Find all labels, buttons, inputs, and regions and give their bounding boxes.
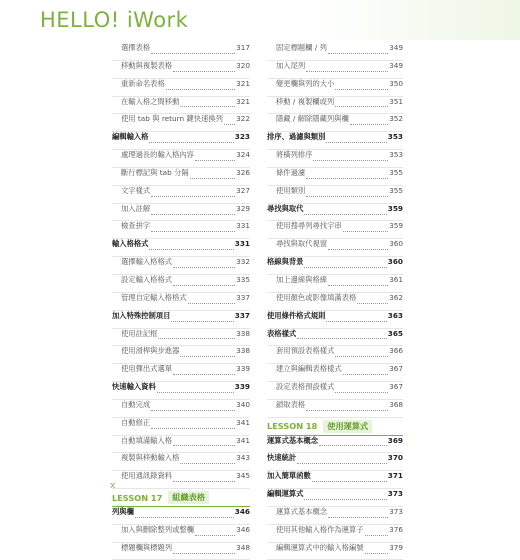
toc-subsection-entry[interactable] <box>267 168 403 186</box>
dot-leader <box>328 285 388 286</box>
toc-entry-title: 編輯運算式 <box>267 489 304 499</box>
toc-entry-title: 使用滑桿與步進器 <box>121 346 180 356</box>
toc-subsection-entry[interactable] <box>112 293 250 311</box>
toc-subsection-entry[interactable] <box>112 525 250 543</box>
dot-leader <box>195 160 235 161</box>
dot-leader <box>306 410 388 411</box>
toc-subsection-entry[interactable] <box>267 382 403 400</box>
toc-entry-title: 重新命名表格 <box>121 78 165 88</box>
toc-entry-page: 341 <box>236 435 250 445</box>
toc-entry-title: 格線與背景 <box>267 257 304 267</box>
toc-entry-title: 運算式基本概念 <box>267 435 319 445</box>
dot-leader <box>151 231 235 232</box>
toc-entry-title: 使用彈出式選單 <box>121 364 173 374</box>
toc-subsection-entry[interactable] <box>112 257 250 275</box>
toc-entry-title: 尋找與取代 <box>267 203 304 213</box>
lesson-title: 使用運算式 <box>323 420 372 433</box>
toc-subsection-entry[interactable] <box>112 61 250 79</box>
dot-leader <box>171 321 233 322</box>
toc-subsection-entry[interactable] <box>112 543 250 560</box>
dot-leader <box>328 517 388 518</box>
toc-subsection-entry[interactable] <box>267 43 403 61</box>
toc-entry-title: 移動與複製表格 <box>121 60 173 70</box>
toc-entry-title: 使用類別 <box>276 185 306 195</box>
toc-entry-title: 檢查拼字 <box>121 221 151 231</box>
dot-leader <box>135 517 234 518</box>
dot-leader <box>304 214 386 215</box>
toc-section-entry[interactable] <box>267 257 403 275</box>
toc-entry-title: 隱藏 / 解除隱藏列與欄 <box>276 114 349 124</box>
toc-entry-page: 359 <box>387 203 403 213</box>
dot-leader <box>326 142 386 143</box>
toc-entry-title: 使用 tab 與 return 鍵快速換列 <box>121 114 223 124</box>
toc-entry-page: 360 <box>387 257 403 267</box>
dot-leader <box>151 428 235 429</box>
toc-entry-title: 使用註記框 <box>121 328 158 338</box>
toc-entry-title: 尋找與取代視窗 <box>276 239 328 249</box>
dot-leader <box>180 463 235 464</box>
toc-entry-title: 加入簡單函數 <box>267 471 311 481</box>
toc-entry-title: 設定輸入格格式 <box>121 274 173 284</box>
toc-entry-title: 輸入格格式 <box>112 239 149 249</box>
toc-entry-page: 335 <box>236 274 250 284</box>
toc-section-entry[interactable] <box>112 507 250 525</box>
toc-entry-page: 346 <box>234 506 250 516</box>
toc-subsection-entry[interactable] <box>112 79 250 97</box>
toc-entry-page: 350 <box>389 78 403 88</box>
toc-entry-page: 317 <box>236 43 250 52</box>
toc-section-entry[interactable] <box>112 382 250 400</box>
dot-leader <box>306 71 388 72</box>
toc-entry-title: 使用其他輸入格作為運算子 <box>276 524 364 534</box>
toc-entry-title: 運算式基本概念 <box>276 506 328 516</box>
toc-subsection-entry[interactable] <box>267 507 403 525</box>
dot-leader <box>304 267 386 268</box>
dot-leader <box>319 445 387 446</box>
book-title: HELLO! iWork <box>40 8 189 32</box>
toc-entry-page: 365 <box>387 328 403 338</box>
dot-leader <box>180 356 235 357</box>
dot-leader <box>224 124 235 125</box>
toc-subsection-entry[interactable] <box>112 329 250 347</box>
toc-entry-title: 選擇輸入格格式 <box>121 257 173 267</box>
toc-subsection-entry[interactable] <box>112 221 250 239</box>
dot-leader <box>151 214 235 215</box>
dot-leader <box>173 553 235 554</box>
toc-section-entry[interactable] <box>112 132 250 150</box>
lesson-heading <box>267 418 403 436</box>
toc-subsection-entry[interactable] <box>267 61 403 79</box>
dot-leader <box>151 53 235 54</box>
toc-section-entry[interactable] <box>267 471 403 489</box>
dot-leader <box>335 106 388 107</box>
dot-leader <box>335 356 388 357</box>
toc-entry-title: 加上邊線與格線 <box>276 274 328 284</box>
dot-leader <box>149 249 233 250</box>
toc-entry-title: 編輯輸入格 <box>112 132 149 142</box>
toc-entry-page: 329 <box>236 203 250 213</box>
toc-entry-title: 移動 / 複製欄或列 <box>276 96 335 106</box>
toc-entry-title: 加入尾列 <box>276 60 306 70</box>
toc-entry-title: 斷行標記與 tab 分隔 <box>121 167 189 177</box>
toc-entry-title: 表格樣式 <box>267 328 297 338</box>
toc-entry-title: 編輯運算式中的輸入格編號 <box>276 542 364 552</box>
toc-entry-title: 條件過濾 <box>276 167 306 177</box>
toc-entry-title: 套用預設表格樣式 <box>276 346 335 356</box>
dot-leader <box>328 53 388 54</box>
toc-entry-page: 367 <box>389 382 403 392</box>
toc-entry-title: 自動完成 <box>121 399 151 409</box>
toc-entry-page: 343 <box>236 453 250 463</box>
dot-leader <box>343 231 388 232</box>
toc-subsection-entry[interactable] <box>267 543 403 560</box>
toc-entry-title: 在輸入格之間移動 <box>121 96 180 106</box>
dot-leader <box>151 196 235 197</box>
dot-leader <box>365 553 389 554</box>
dot-leader <box>335 89 388 90</box>
toc-entry-title: 將橫列排序 <box>276 150 313 160</box>
dot-leader <box>173 71 235 72</box>
toc-subsection-entry[interactable] <box>112 97 250 115</box>
dot-leader <box>350 124 388 125</box>
toc-subsection-entry[interactable] <box>112 436 250 454</box>
toc-entry-page: 323 <box>234 132 250 142</box>
dot-leader <box>151 410 235 411</box>
toc-subsection-entry[interactable] <box>112 114 250 132</box>
toc-entry-page: 349 <box>389 60 403 70</box>
toc-entry-page: 368 <box>389 399 403 409</box>
toc-section-entry[interactable] <box>112 239 250 257</box>
toc-entry-title: 管理自定輸入格格式 <box>121 292 187 302</box>
toc-entry-page: 321 <box>236 78 250 88</box>
dot-leader <box>149 142 233 143</box>
dot-leader <box>326 321 386 322</box>
toc-subsection-entry[interactable] <box>267 221 403 239</box>
toc-entry-page: 338 <box>236 346 250 356</box>
toc-entry-title: 選擇表格 <box>121 43 151 52</box>
toc-subsection-entry[interactable] <box>112 346 250 364</box>
toc-entry-title: 列與欄 <box>112 506 134 516</box>
toc-entry-title: 使用搜尋列尋找字串 <box>276 221 342 231</box>
toc-entry-page: 362 <box>389 292 403 302</box>
toc-section-entry[interactable] <box>267 204 403 222</box>
dot-leader <box>180 106 235 107</box>
toc-section-entry[interactable] <box>267 489 403 507</box>
toc-section-entry[interactable] <box>267 311 403 329</box>
lesson-heading <box>112 489 250 507</box>
toc-entry-title: 自動填滿輸入格 <box>121 435 173 445</box>
toc-entry-page: 346 <box>236 524 250 534</box>
dot-leader <box>195 535 235 536</box>
toc-entry-page: 326 <box>236 167 250 177</box>
toc-subsection-entry[interactable] <box>112 150 250 168</box>
toc-section-entry[interactable] <box>267 436 403 454</box>
toc-subsection-entry[interactable] <box>112 364 250 382</box>
lesson-number: LESSON 18 <box>267 421 318 432</box>
toc-entry-page: 339 <box>234 382 250 392</box>
toc-entry-title: 固定標題欄 / 列 <box>276 43 327 52</box>
toc-entry-page: 322 <box>236 114 250 124</box>
toc-entry-page: 331 <box>236 221 250 231</box>
toc-entry-page: 320 <box>236 60 250 70</box>
toc-subsection-entry[interactable] <box>267 97 403 115</box>
toc-entry-title: 使用條件格式規則 <box>267 310 326 320</box>
toc-subsection-entry[interactable] <box>267 114 403 132</box>
toc-entry-page: 337 <box>234 310 250 320</box>
toc-subsection-entry[interactable] <box>267 239 403 257</box>
toc-entry-title: 變更欄與列的大小 <box>276 78 335 88</box>
toc-entry-title: 加入註解 <box>121 203 151 213</box>
toc-entry-page: 353 <box>389 150 403 160</box>
toc-subsection-entry[interactable] <box>267 150 403 168</box>
toc-entry-title: 鎖取表格 <box>276 399 306 409</box>
toc-entry-page: 371 <box>387 471 403 481</box>
page-number: x <box>110 481 116 491</box>
toc-subsection-entry[interactable] <box>112 453 250 471</box>
toc-entry-title: 使用通訊錄資料 <box>121 471 173 481</box>
toc-section-entry[interactable] <box>267 453 403 471</box>
toc-subsection-entry[interactable] <box>267 525 403 543</box>
dot-leader <box>365 535 389 536</box>
toc-entry-page: 327 <box>236 185 250 195</box>
toc-entry-title: 文字樣式 <box>121 185 151 195</box>
toc-subsection-entry[interactable] <box>112 275 250 293</box>
toc-subsection-entry[interactable] <box>112 400 250 418</box>
toc-entry-page: 355 <box>389 185 403 195</box>
toc-subsection-entry[interactable] <box>267 79 403 97</box>
toc-entry-page: 345 <box>236 471 250 481</box>
toc-subsection-entry[interactable] <box>267 364 403 382</box>
dot-leader <box>335 392 388 393</box>
toc-subsection-entry[interactable] <box>267 400 403 418</box>
toc-entry-page: 324 <box>236 150 250 160</box>
toc-entry-page: 340 <box>236 399 250 409</box>
toc-subsection-entry[interactable] <box>267 186 403 204</box>
toc-entry-page: 366 <box>389 346 403 356</box>
toc-subsection-entry[interactable] <box>112 204 250 222</box>
dot-leader <box>173 374 235 375</box>
toc-entry-page: 359 <box>389 221 403 231</box>
toc-entry-page: 339 <box>236 364 250 374</box>
toc-entry-page: 338 <box>236 328 250 338</box>
toc-subsection-entry[interactable] <box>267 346 403 364</box>
toc-entry-title: 加入特殊控制項目 <box>112 310 171 320</box>
toc-entry-title: 自動修正 <box>121 417 151 427</box>
dot-leader <box>357 303 388 304</box>
toc-entry-page: 321 <box>236 96 250 106</box>
toc-entry-page: 363 <box>387 310 403 320</box>
toc-section-entry[interactable] <box>112 311 250 329</box>
toc-right-column <box>267 43 403 560</box>
toc-entry-page: 367 <box>389 364 403 374</box>
toc-entry-page: 360 <box>389 239 403 249</box>
dot-leader <box>158 338 235 339</box>
toc-section-entry[interactable] <box>267 132 403 150</box>
lesson-title: 組織表格 <box>168 491 209 504</box>
toc-entry-page: 373 <box>387 489 403 499</box>
dot-leader <box>297 338 387 339</box>
toc-entry-title: 標題欄與標題列 <box>121 542 173 552</box>
toc-entry-page: 352 <box>389 114 403 124</box>
toc-entry-page: 332 <box>236 257 250 267</box>
dot-leader <box>313 160 388 161</box>
dot-leader <box>312 481 387 482</box>
toc-entry-page: 341 <box>236 417 250 427</box>
toc-subsection-entry[interactable] <box>267 275 403 293</box>
toc-entry-title: 快速輸入資料 <box>112 382 156 392</box>
toc-subsection-entry[interactable] <box>112 43 250 61</box>
toc-entry-title: 快速統計 <box>267 453 297 463</box>
toc-entry-page: 355 <box>389 167 403 177</box>
dot-leader <box>190 178 235 179</box>
toc-entry-page: 369 <box>387 435 403 445</box>
toc-entry-title: 使用顏色或影像填滿表格 <box>276 292 357 302</box>
toc-entry-page: 353 <box>387 132 403 142</box>
dot-leader <box>188 303 235 304</box>
toc-left-column <box>112 43 250 560</box>
toc-entry-title: 建立與編輯表格樣式 <box>276 364 342 374</box>
toc-entry-title: 排序、過濾與類別 <box>267 132 326 142</box>
toc-subsection-entry[interactable] <box>112 186 250 204</box>
toc-entry-page: 331 <box>234 239 250 249</box>
toc-subsection-entry[interactable] <box>112 168 250 186</box>
dot-leader <box>157 392 234 393</box>
dot-leader <box>173 445 235 446</box>
toc-entry-title: 設定表格預設樣式 <box>276 382 335 392</box>
toc-entry-page: 376 <box>389 524 403 534</box>
toc-entry-page: 337 <box>236 292 250 302</box>
toc-subsection-entry[interactable] <box>112 418 250 436</box>
dot-leader <box>166 89 235 90</box>
toc-entry-page: 370 <box>387 453 403 463</box>
toc-entry-page: 351 <box>389 96 403 106</box>
dot-leader <box>173 267 235 268</box>
dot-leader <box>173 481 235 482</box>
toc-entry-page: 379 <box>389 542 403 552</box>
dot-leader <box>306 178 388 179</box>
toc-subsection-entry[interactable] <box>112 471 250 489</box>
toc-entry-page: 348 <box>236 542 250 552</box>
dot-leader <box>328 249 388 250</box>
toc-entry-title: 複製與移動輸入格 <box>121 453 180 463</box>
toc-entry-page: 349 <box>389 43 403 52</box>
toc-section-entry[interactable] <box>267 329 403 347</box>
toc-entry-page: 361 <box>389 274 403 284</box>
dot-leader <box>297 463 387 464</box>
toc-entry-page: 373 <box>389 506 403 516</box>
dot-leader <box>173 285 235 286</box>
toc-entry-title: 處理過長的輸入格內容 <box>121 150 194 160</box>
toc-entry-title: 加入與刪除整列或整欄 <box>121 524 194 534</box>
dot-leader <box>306 196 388 197</box>
lesson-number: LESSON 17 <box>112 492 163 503</box>
dot-leader <box>343 374 388 375</box>
toc-subsection-entry[interactable] <box>267 293 403 311</box>
